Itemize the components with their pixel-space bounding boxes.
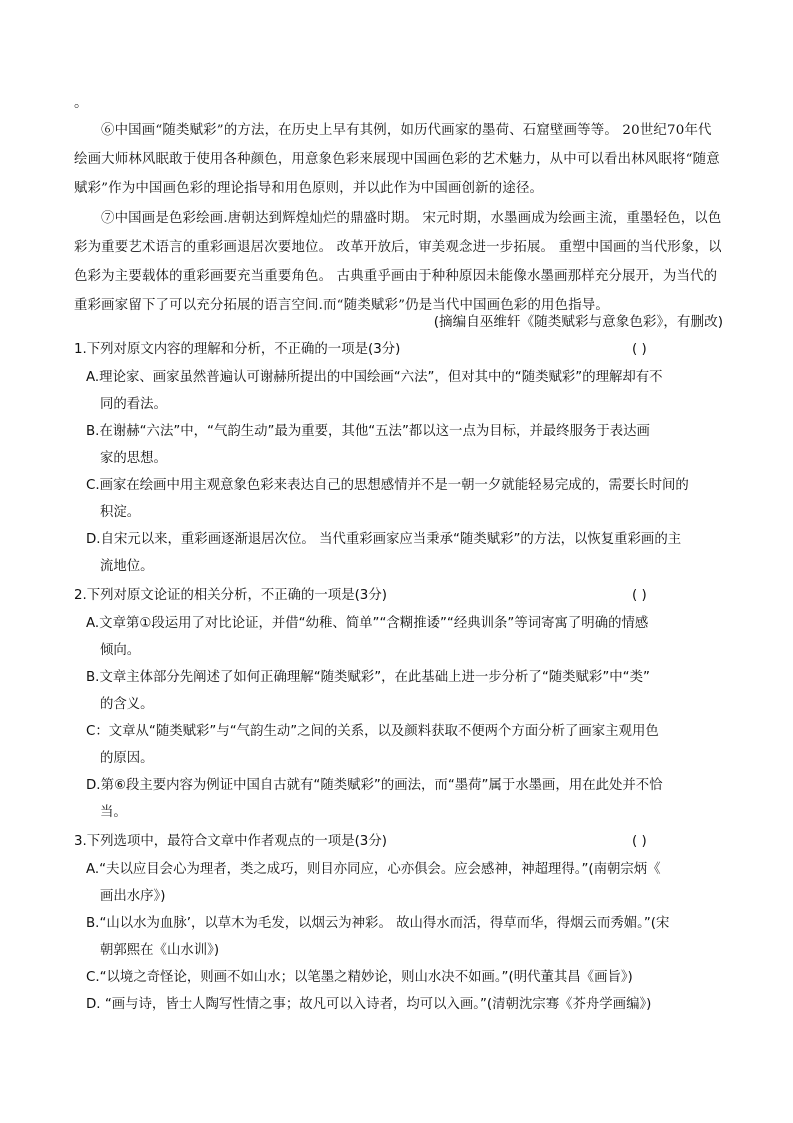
question-2 (74, 582, 724, 826)
option-d (74, 772, 724, 826)
option-text: B.在谢赫“六法”中，“气韵生动”最为重要，其他“五法”都以这一点为目标，并最终服务于表达画 (86, 424, 650, 439)
option-text-continued: 朝郭熙在《山水训》) (100, 943, 220, 958)
option-text: A.“夫以应目会心为理者，类之成巧，则目亦同应，心亦俱会。应会感神，神超理得。”(南朝宗炳《 (86, 862, 661, 877)
question-3 (74, 828, 724, 1018)
option-c (74, 964, 724, 991)
passage-paragraph-6: ⑥中国画“随类赋彩”的方法，在历史上早有其例，如历代画家的墨荷、石窟壁画等等。 20世纪70年代绘画大师林风眠敢于使用各种颜色，用意象色彩来展现中国画色彩的艺术魅力，从中可以看出林风眠将“随意赋彩”作为中国画色彩的理论指导和用色原则，并以此作为中国画创新的途径。 (74, 123, 720, 196)
option-text: D.自宋元以来，重彩画逐渐退居次位。 当代重彩画家应当秉承“随类赋彩”的方法，以恢复重彩画的主 (86, 532, 682, 547)
option-text-continued: 流地位。 (100, 559, 154, 574)
question-stem-text: 3.下列选项中，最符合文章中作者观点的一项是(3分) (74, 834, 387, 849)
option-text-continued: 画出水序》) (100, 889, 166, 904)
passage-source: (摘编自巫维轩《随类赋彩与意象色彩》，有删改) (433, 314, 723, 330)
option-text-continued: 的原因。 (100, 751, 154, 766)
option-text-continued: 的含义。 (100, 697, 154, 712)
option-text-continued: 当。 (100, 805, 127, 820)
option-a (74, 610, 724, 664)
answer-blank: ( ) (632, 834, 647, 849)
option-b (74, 664, 724, 718)
option-text: D. “画与诗，皆士人陶写性情之事；故凡可以入诗者，均可以入画。”(清朝沈宗骞《芥舟学画编》) (86, 997, 652, 1012)
question-stem-text: 2.下列对原文论证的相关分析，不正确的一项是(3分) (74, 588, 387, 603)
option-text: C：文章从“随类赋彩”与“气韵生动”之间的关系，以及颜料获取不便两个方面分析了画家主观用色 (86, 724, 659, 739)
passage-paragraph-7: ⑦中国画是色彩绘画.唐朝达到辉煌灿烂的鼎盛时期。 宋元时期，水墨画成为绘画主流，重墨轻色，以色彩为重要艺术语言的重彩画退居次要地位。 改革开放后，审美观念进一步拓展。 重塑中国画的当代形象，以色彩为主要载体的重彩画要充当重要角色。 古典重乎画由于种种原因未能像水墨画那样充分展开，为当代的重彩画家留下了可以充分拓展的语言空间.而“随类赋彩”仍是当代中国画色彩的用色指导。 (74, 211, 722, 313)
option-b (74, 910, 724, 964)
question-stem (74, 336, 724, 364)
question-stem-text: 1.下列对原文内容的理解和分析，不正确的一项是(3分) (74, 342, 401, 357)
option-text: A.文章第①段运用了对比论证，并借“幼稚、简单”“含糊推诿”“经典训条”等词寄寓了明确的情感 (86, 616, 649, 631)
option-text: B.“山以水为血脉’，以草木为毛发，以烟云为神彩。 故山得水而活，得草而华，得烟云而秀媚。”(宋 (86, 916, 670, 931)
question-1 (74, 336, 724, 580)
answer-blank: ( ) (632, 588, 647, 603)
option-text: B.文章主体部分先阐述了如何正确理解“随类赋彩”，在此基础上进一步分析了“随类赋彩”中“类” (86, 670, 650, 685)
question-stem (74, 582, 724, 610)
option-text: C.画家在绘画中用主观意象色彩来表达自己的思想感情并不是一朝一夕就能轻易完成的，需要长时间的 (86, 478, 689, 493)
option-text: C.“以境之奇怪论，则画不如山水；以笔墨之精妙论，则山水决不如画。”(明代董其昌《画旨》) (86, 970, 633, 985)
option-a (74, 856, 724, 910)
answer-blank: ( ) (632, 342, 647, 357)
question-stem (74, 828, 724, 856)
option-a (74, 364, 724, 418)
option-text: D.第⑥段主要内容为例证中国自古就有“随类赋彩”的画法，而“墨荷”属于水墨画，用在此处并不恰 (86, 778, 663, 793)
option-c (74, 718, 724, 772)
option-text: A.理论家、画家虽然普遍认可谢赫所提出的中国绘画“六法”，但对其中的“随类赋彩”的理解却有不 (86, 370, 663, 385)
option-text-continued: 积淀。 (100, 505, 141, 520)
option-d (74, 526, 724, 580)
option-d (74, 991, 724, 1018)
option-b (74, 418, 724, 472)
leading-mark: 。 (74, 95, 88, 111)
option-c (74, 472, 724, 526)
option-text-continued: 家的思想。 (100, 451, 167, 466)
option-text-continued: 同的看法。 (100, 397, 167, 412)
option-text-continued: 倾向。 (100, 643, 141, 658)
